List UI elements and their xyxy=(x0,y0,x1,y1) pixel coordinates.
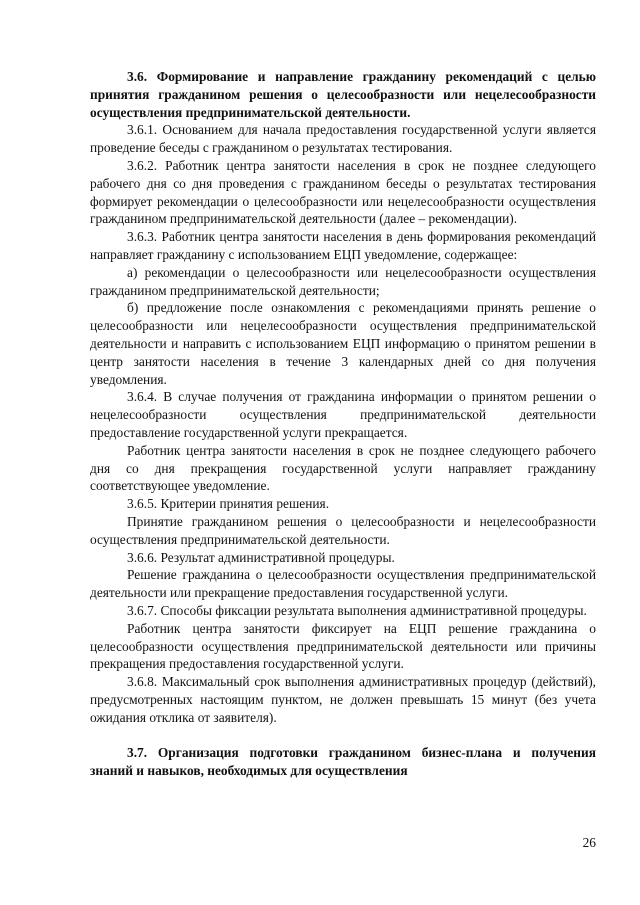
paragraph-3-6-2: 3.6.2. Работник центра занятости населения в срок не позднее следующего рабочего дня со дня проведения с гражданином беседы о результатах тестирования формирует рекомендации о целесообразности или нецелесообразности осуществления гражданином предпринимательской деятельности (далее – рекомендации). xyxy=(90,157,596,227)
paragraph-3-6-3-b: б) предложение после ознакомления с рекомендациями принять решение о целесообразности или нецелесообразности осуществления предпринимательской деятельности и направить с использованием ЕЦП информацию о принятом решении в центр занятости населения в течение 3 календарных дней со дня получения уведомления. xyxy=(90,300,596,387)
paragraph-3-6-8: 3.6.8. Максимальный срок выполнения административных процедур (действий), предусмотренных настоящим пунктом, не должен превышать 15 минут (без учета ожидания отклика от заявителя). xyxy=(90,674,596,725)
section-spacer xyxy=(90,726,596,744)
paragraph-3-6-1: 3.6.1. Основанием для начала предоставления государственной услуги является проведение беседы с гражданином о результатах тестирования. xyxy=(90,122,596,156)
paragraph-3-6-6-b: Решение гражданина о целесообразности осуществления предпринимательской деятельности или прекращение предоставления государственной услуги. xyxy=(90,567,596,601)
section-3-6-heading: 3.6. Формирование и направление гражданину рекомендаций с целью принятия гражданином решения о целесообразности или нецелесообразности осуществления предпринимательской деятельности. xyxy=(90,69,596,120)
paragraph-3-6-6: 3.6.6. Результат административной процедуры. xyxy=(127,549,395,565)
page-number: 26 xyxy=(582,835,596,850)
section-3-7-heading: 3.7. Организация подготовки гражданином бизнес-плана и получения знаний и навыков, необходимых для осуществления xyxy=(90,745,596,779)
paragraph-3-6-5-b: Принятие гражданином решения о целесообразности и нецелесообразности осуществления предпринимательской деятельности. xyxy=(90,513,596,547)
paragraph-3-6-3: 3.6.3. Работник центра занятости населения в день формирования рекомендаций направляет гражданину с использованием ЕЦП уведомление, содержащее: xyxy=(90,229,596,262)
paragraph-3-6-5: 3.6.5. Критерии принятия решения. xyxy=(127,496,330,512)
paragraph-3-6-4: 3.6.4. В случае получения от гражданина информации о принятом решении о нецелесообразности осуществления предпринимательской деятельности предоставление государственной услуги прекращается. xyxy=(90,389,596,440)
paragraph-3-6-7-b: Работник центра занятости фиксирует на ЕЦП решение гражданина о целесообразности осуществления предпринимательской деятельности или причины прекращения предоставления государственной услуги. xyxy=(90,620,596,672)
paragraph-3-6-3-a: а) рекомендации о целесообразности или нецелесообразности осуществления гражданином предпринимательской деятельности; xyxy=(90,264,596,298)
paragraph-3-6-4-b: Работник центра занятости населения в срок не позднее следующего рабочего дня со дня прекращения государственной услуги направляет гражданину соответствующее уведомление. xyxy=(90,442,596,494)
document-page xyxy=(90,68,596,780)
paragraph-3-6-7: 3.6.7. Способы фиксации результата выполнения административной процедуры. xyxy=(127,602,587,618)
